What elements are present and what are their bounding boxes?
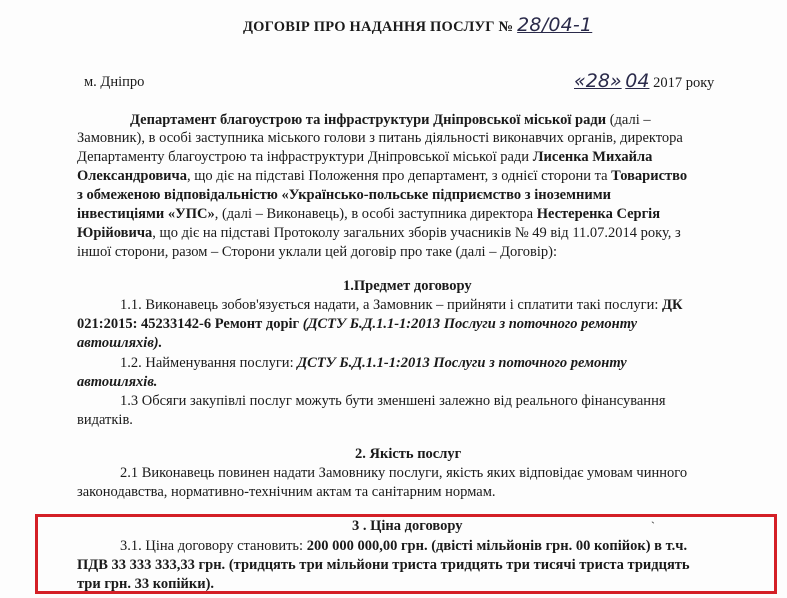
highlight-frame xyxy=(35,514,777,594)
section-1-title: 1.Предмет договору xyxy=(343,278,472,294)
pen-mark: ˋ xyxy=(651,519,655,533)
preamble-line-2: Замовник), в особі заступника міського голови з питань діяльності виконавчих органів, директора xyxy=(77,130,683,146)
preamble-line-6 xyxy=(77,205,660,223)
representative-name: Нестеренка Сергія xyxy=(536,206,661,222)
clause-code: 021:2015: 45233142-6 Ремонт доріг xyxy=(77,316,303,332)
clause-1-1-line-3: автошляхів). xyxy=(77,335,163,351)
date-day-handwritten: «28» xyxy=(574,70,622,92)
preamble-line-3 xyxy=(77,148,652,166)
clause-2-1-line-2: законодавства, нормативно-технічним актам та санітарним нормам. xyxy=(77,484,496,500)
preamble-line-7 xyxy=(77,224,681,242)
preamble-text: , що діє на підставі Протоколу загальних зборів учасників № 49 від 11.07.2014 року, з xyxy=(152,225,681,241)
preamble-line-1 xyxy=(130,111,651,129)
clause-3-1-line-3: три грн. 33 копійки). xyxy=(77,576,215,592)
clause-1-1-line-1 xyxy=(120,296,683,314)
clause-text: 3.1. Ціна договору становить: xyxy=(120,538,307,554)
clause-text: 1.1. Виконавець зобов'язується надати, а Замовник – прийняти і сплатити такі послуги: xyxy=(120,297,663,313)
contract-title xyxy=(243,14,592,36)
vat-amount-words: (тридцять три мільйони триста тридцять три тисячі триста тридцять xyxy=(228,557,690,573)
preamble-text: , (далі – Виконавець), в особі заступника директора xyxy=(214,206,537,222)
preamble-line-5: з обмеженою відповідальністю «Українсько-польське підприємство з іноземними xyxy=(77,187,611,203)
clause-text: 1.2. Найменування послуги: xyxy=(120,355,298,371)
contract-title-prefix: ДОГОВІР ПРО НАДАННЯ ПОСЛУГ № xyxy=(243,19,514,35)
company-name: інвестиціями «УПС» xyxy=(77,206,215,222)
representative-name: Юрійовича xyxy=(77,225,153,241)
company-name: Товариство xyxy=(611,168,688,184)
representative-name: Лисенка Михайла xyxy=(532,149,653,165)
contract-price: 200 000 000,00 грн. (двісті мільйонів грн. 00 копійок) в т.ч. xyxy=(306,538,688,554)
city-label: м. Дніпро xyxy=(84,74,145,90)
department-name: Департамент благоустрою та інфраструктури Дніпровської міської ради xyxy=(130,112,607,128)
clause-2-1-line-1: 2.1 Виконавець повинен надати Замовнику послуги, якість яких відповідає умовам чинного xyxy=(120,465,688,481)
clause-1-2-line-1 xyxy=(120,354,627,372)
preamble-line-4 xyxy=(77,167,687,185)
clause-standard: (ДСТУ Б.Д.1.1-1:2013 Послуги з поточного ремонту xyxy=(302,316,638,332)
contract-number-handwritten: 28/04-1 xyxy=(517,14,593,36)
clause-standard: ДСТУ Б.Д.1.1-1:2013 Послуги з поточного ремонту xyxy=(297,355,627,371)
preamble-line-8: іншої сторони, разом – Сторони уклали цей договір про таке (далі – Договір): xyxy=(77,244,558,260)
section-2-title: 2. Якість послуг xyxy=(355,446,462,462)
date-year: 2017 року xyxy=(653,75,715,91)
representative-name: Олександровича xyxy=(77,168,187,184)
clause-1-2-line-2: автошляхів. xyxy=(77,374,158,390)
vat-amount: ПДВ 33 333 333,33 грн. xyxy=(77,557,229,573)
preamble-text: Департаменту благоустрою та інфраструктури Дніпровської міської ради xyxy=(77,149,533,165)
date-month-handwritten: 04 xyxy=(625,70,650,92)
clause-1-3-line-1: 1.3 Обсяги закупівлі послуг можуть бути зменшені залежно від реального фінансування xyxy=(120,393,666,409)
clause-1-1-line-2 xyxy=(77,315,637,333)
clause-code: ДК xyxy=(662,297,683,313)
preamble-text: , що діє на підставі Положення про департамент, з однієї сторони та xyxy=(186,168,612,184)
section-3-title: 3 . Ціна договору xyxy=(352,518,463,534)
clause-1-3-line-2: видатків. xyxy=(77,412,133,428)
preamble-text: (далі – xyxy=(606,112,651,128)
contract-date xyxy=(574,70,714,92)
